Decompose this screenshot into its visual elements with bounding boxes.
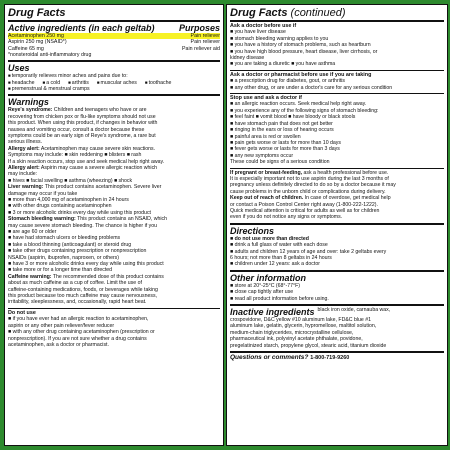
do-not-use-header: Do not use — [8, 309, 36, 316]
drug-facts-title: Drug Facts — [8, 7, 220, 22]
active-row: Caffeine 65 mg Pain reliever aid — [8, 45, 220, 52]
line-text: ■ more than 4,000 mg of acetaminophen in 24 hours — [8, 196, 129, 203]
line-text: ■ have 3 or more alcoholic drinks every day while using this product — [8, 261, 164, 268]
text-line: ■ you have liver disease — [230, 29, 286, 36]
stop-use-header: Stop use and ask a doctor if — [230, 95, 302, 102]
inactive-ingredients-block: Inactive ingredients black iron oxide, carnauba wax, — [230, 304, 444, 317]
line-text: Aspirin may cause a severe allergic reaction which — [39, 164, 158, 171]
text-line: ■ you experience any of the following signs of stomach bleeding: — [230, 107, 379, 114]
uses-header: Uses — [8, 60, 220, 73]
line-label: Keep out of reach of children. — [230, 195, 304, 202]
line-text: ask a health professional before use. — [302, 169, 389, 176]
phone-number[interactable]: 1-800-719-9260 — [310, 355, 350, 362]
text-line: ■ painful area is red or swollen — [230, 133, 301, 140]
line-text: ■ take more or for a longer time than directed — [8, 267, 113, 274]
line-text: damage may occur if you take — [8, 190, 78, 197]
use-item: ■ muscular aches — [97, 80, 137, 86]
line-text: If a skin reaction occurs, stop use and seek medical help right away. — [8, 158, 165, 165]
do-not-use-list — [8, 316, 220, 348]
drug-facts-continued-title: Drug Facts (continued) — [230, 7, 444, 22]
text-line: ■ you have high blood pressure, heart disease, liver cirrhosis, or — [230, 48, 378, 55]
line-label: Caffeine warning: — [8, 273, 52, 280]
text-line: ■ store at 20°-25°C (68°-77°F) — [230, 282, 300, 289]
line-text: ■ with other drugs containing acetaminophen — [8, 203, 112, 210]
text-line: ■ you are taking a diuretic ■ you have asthma — [230, 61, 336, 68]
text-line: pregelatinized starch, propylene glycol, stearic acid, titanium dioxide — [230, 342, 387, 349]
line-text: caffeine-containing medications, foods, or beverages while taking — [8, 286, 158, 293]
text-line: ■ if you have ever had an allergic reaction to acetaminophen, — [8, 316, 149, 323]
text-line — [230, 261, 444, 267]
line-label: If pregnant or breast-feeding, — [230, 169, 303, 176]
ask-pharmacist-list — [230, 78, 444, 91]
line-text: In case of overdose, get medical help — [303, 195, 391, 202]
line-label: ■ do not use more than directed — [230, 235, 309, 242]
line-text: ■ children under 12 years: ask a doctor — [230, 261, 320, 268]
line-text: may cause severe stomach bleeding. The chance is higher if you — [8, 222, 157, 229]
line-text: This product contains an NSAID, which — [75, 216, 168, 223]
line-text: even if you do not notice any signs or symptoms. — [230, 214, 343, 221]
directions-header: Directions — [230, 223, 444, 236]
line-text: symptoms could be an early sign of Reye's syndrome, a rare but — [8, 132, 156, 139]
text-line: ■ with any other drug containing acetaminophen (prescription or — [8, 329, 155, 336]
line-text: nausea and vomiting occur, consult a doctor because these — [8, 126, 145, 133]
text-line — [8, 299, 220, 305]
line-text: Symptoms may include: ■ skin reddening ■ blisters ■ rash — [8, 152, 142, 159]
drug-facts-panel-right — [226, 4, 448, 446]
line-text: about as much caffeine as a cup of coffee. Limit the use of — [8, 280, 142, 287]
pregnancy-warning — [230, 170, 444, 221]
line-text: ■ hives ■ facial swelling ■ asthma (wheezing) ■ shock — [8, 177, 133, 184]
text-line: ■ a prescription drug for diabetes, gout, or arthritis — [230, 78, 346, 85]
line-text: ■ adults and children 12 years of age and over: take 2 geltabs every — [230, 248, 387, 255]
line-text: or contact a Poison Control Center right away (1-800-222-1222). — [230, 201, 378, 208]
line-text: Acetaminophen may cause severe skin reactions. — [39, 145, 156, 152]
text-line: medium-chain triglycerides, microcrystalline cellulose, — [230, 329, 354, 336]
line-text: pregnancy unless definitely directed to do so by a doctor because it may — [230, 182, 396, 189]
line-text: this product. When using this product, if changes in behavior with — [8, 120, 158, 127]
uses-list — [8, 80, 220, 93]
use-item: ■ a cold — [43, 80, 61, 86]
line-text: cause problems in the unborn child or complications during delivery. — [230, 188, 386, 195]
text-line: ■ feel faint ■ vomit blood ■ have bloody or black stools — [230, 114, 356, 121]
other-info-header: Other information — [230, 270, 444, 283]
text-line: ■ any other drug, or are under a doctor's care for any serious condition — [230, 84, 393, 91]
text-line: ■ close cap tightly after use — [230, 289, 294, 296]
ask-doctor-list — [230, 29, 444, 67]
line-text: this product because too much caffeine may cause nervousness, — [8, 293, 157, 300]
line-text: ■ take a blood thinning (anticoagulant) or steroid drug — [8, 241, 132, 248]
text-line: nonprescription). If you are not sure whether a drug contains — [8, 335, 147, 342]
text-line: ■ any new symptoms occur — [230, 152, 294, 159]
line-text: ■ drink a full glass of water with each dose — [230, 242, 328, 249]
other-info-list — [230, 283, 444, 302]
text-line: acetaminophen, ask a doctor or pharmacist. — [8, 341, 109, 348]
text-line: These could be signs of a serious condition — [230, 159, 330, 166]
text-line: pharmaceutical ink, polyvinyl acetate phthalate, povidone, — [230, 336, 363, 343]
active-ingredients-header: Active ingredients (in each geltab) Purposes — [8, 23, 220, 33]
line-text: ■ are age 60 or older — [8, 229, 57, 236]
text-line: crospovidone, D&C yellow #10 aluminum lake, FD&C blue #1 — [230, 317, 371, 324]
line-text: NSAIDs (aspirin, ibuprofen, naproxen, or others) — [8, 254, 120, 261]
text-line: aspirin or any other pain reliever/fever reducer — [8, 322, 115, 329]
line-text: ■ 3 or more alcoholic drinks every day while using this product — [8, 209, 151, 216]
warnings-header: Warnings — [8, 94, 220, 107]
text-line — [230, 214, 444, 220]
line-text: serious illness. — [8, 139, 43, 146]
warnings-text — [8, 107, 220, 306]
nsaid-footnote: *nonsteroidal anti-inflammatory drug — [8, 51, 92, 58]
line-label: Allergy alert: — [8, 145, 40, 152]
text-line: ■ stomach bleeding warning applies to you — [230, 35, 329, 42]
ask-doctor-header: Ask a doctor before use if — [230, 23, 297, 29]
line-text: ■ have had stomach ulcers or bleeding problems — [8, 235, 121, 242]
text-line: ■ fever gets worse or lasts for more than 3 days — [230, 146, 340, 153]
directions-list — [230, 236, 444, 268]
line-text: It is especially important not to use aspirin during the last 3 months of — [230, 175, 389, 182]
text-line: ■ have stomach pain that does not get better — [230, 120, 333, 127]
line-label: Allergy alert: — [8, 164, 40, 171]
line-text: The recommended dose of this product contains — [51, 273, 164, 280]
active-row: Aspirin 250 mg (NSAID*) Pain reliever — [8, 39, 220, 46]
line-text: recovering from chicken pox or flu-like symptoms should not use — [8, 113, 156, 120]
line-text: may include: — [8, 171, 38, 178]
use-item: ■ toothache — [145, 80, 172, 86]
line-label: Liver warning: — [8, 184, 44, 191]
text-line: ■ you have a history of stomach problems, such as heartburn — [230, 42, 371, 49]
text-line: aluminum lake, gelatin, glycerin, hypromellose, maltitol solution, — [230, 323, 377, 330]
text-line: ■ an allergic reaction occurs. Seek medical help right away. — [230, 101, 367, 108]
line-text: Children and teenagers who have or are — [52, 107, 147, 114]
line-label: Stomach bleeding warning: — [8, 216, 76, 223]
line-label: Reye's syndrome: — [8, 107, 53, 114]
line-text: irritability, sleeplessness, and, occasionally, rapid heart beat. — [8, 299, 147, 306]
text-line: ■ read all product information before using. — [230, 295, 329, 302]
use-item: ■ premenstrual & menstrual cramps — [8, 86, 90, 92]
use-item: ■ arthritis — [68, 80, 89, 86]
line-text: This product contains acetaminophen. Severe liver — [43, 184, 162, 191]
inactive-ingredients-list — [230, 317, 444, 349]
line-text: ■ take other drugs containing prescription or nonprescription — [8, 248, 147, 255]
text-line: kidney disease — [230, 55, 265, 62]
questions-block: Questions or comments? 1-800-719-9260 — [230, 351, 444, 361]
text-line: ■ pain gets worse or lasts for more than 10 days — [230, 139, 341, 146]
line-text: Quick medical attention is critical for adults as well as for children — [230, 207, 380, 214]
line-text: 6 hours; not more than 8 geltabs in 24 hours — [230, 255, 332, 261]
text-line: ■ ringing in the ears or loss of hearing occurs — [230, 127, 334, 134]
stop-use-list — [230, 101, 444, 165]
use-item: ■ headache — [8, 80, 35, 86]
active-row: Acetaminophen 250 mg Pain reliever — [8, 33, 220, 39]
ask-pharmacist-header: Ask a doctor or pharmacist before use if you are taking — [230, 71, 372, 78]
drug-facts-panel-left — [4, 4, 224, 446]
uses-intro: ■ temporarily relieves minor aches and pains due to: — [8, 73, 220, 79]
